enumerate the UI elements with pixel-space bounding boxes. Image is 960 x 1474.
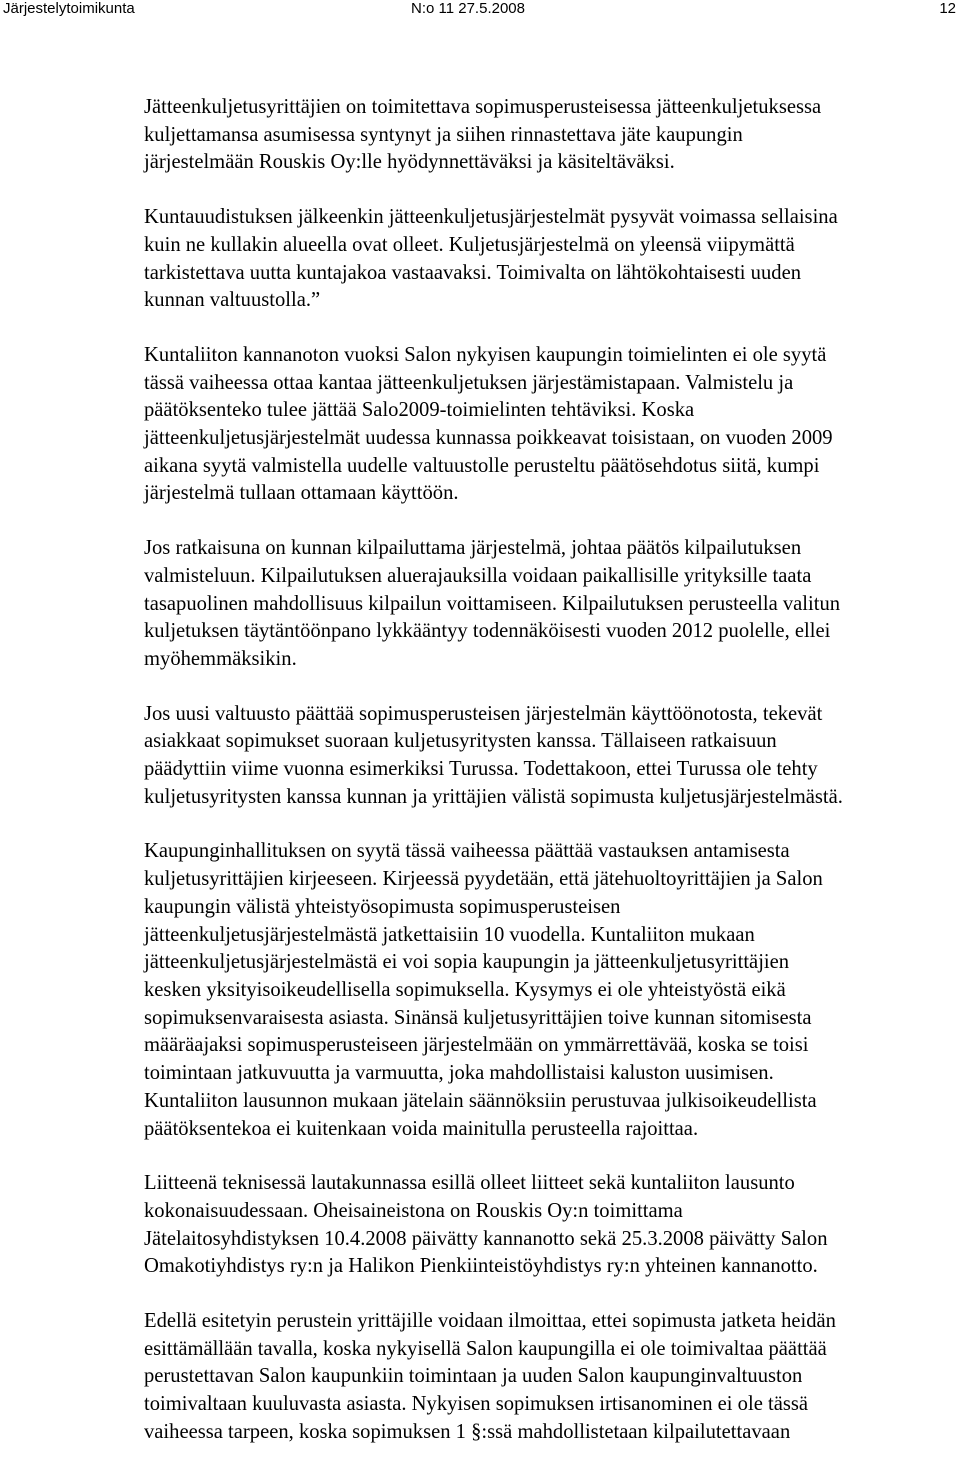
paragraph-line: myöhemmäksikin. [144, 647, 297, 670]
paragraph [144, 535, 960, 674]
paragraph-line: Omakotiyhdistys ry:n ja Halikon Pienkiinteistöyhdistys ry:n yhteinen kannanotto. [144, 1255, 818, 1278]
paragraph-line: järjestelmään Rouskis Oy:lle hyödynnettäväksi ja käsiteltäväksi. [144, 151, 675, 174]
paragraph-line: perustettavan Salon kaupunkiin toimintaan ja uuden Salon kaupunginvaltuuston [144, 1365, 803, 1388]
paragraph-line: tarkistettava uutta kuntajakoa vastaavaksi. Toimivalta on lähtökohtaisesti uuden [144, 261, 802, 284]
paragraph-line: vaiheessa tarpeen, koska sopimuksen 1 §:ssä mahdollistetaan kilpailutettavaan [144, 1420, 791, 1443]
paragraph-line: Jätelaitosyhdistyksen 10.4.2008 päivätty kannanotto sekä 25.3.2008 päivätty Salon [144, 1227, 828, 1250]
paragraph [144, 701, 960, 812]
header-page-number: 12 [939, 0, 956, 17]
paragraph-line: asiakkaat sopimukset suoraan kuljetusyritysten kanssa. Tällaiseen ratkaisuun [144, 730, 777, 753]
paragraph-line: päädyttiin viime vuonna esimerkiksi Turussa. Todettakoon, ettei Turussa ole tehty [144, 758, 818, 781]
header-meeting-number-date: N:o 11 27.5.2008 [411, 0, 525, 17]
paragraph [144, 1170, 960, 1281]
paragraph-line: Jätteenkuljetusyrittäjien on toimitettava sopimusperusteisessa jätteenkuljetuksessa [144, 96, 822, 118]
paragraph-line: tasapuolinen mahdollisuus kilpailun voittamiseen. Kilpailutuksen perusteella valitun [144, 592, 841, 615]
paragraph-line: sopimuksenvaraisesta asiasta. Sinänsä kuljetusyrittäjien toive kunnan sitomisesta [144, 1006, 812, 1029]
paragraph-line: järjestelmä tullaan ottamaan käyttöön. [144, 482, 459, 505]
paragraph-line: jätteenkuljetusjärjestelmästä jatkettaisiin 10 vuodella. Kuntaliiton mukaan [144, 923, 755, 946]
paragraph-line: valmisteluun. Kilpailutuksen aluerajauksilla voidaan paikallisille yrityksille taata [144, 564, 812, 587]
paragraph-line: määräajaksi sopimusperusteiseen järjestelmään on ymmärrettävää, koska se toisi [144, 1034, 809, 1057]
paragraph-line: Jos uusi valtuusto päättää sopimusperusteisen järjestelmän käyttöönotosta, tekevät [144, 702, 823, 725]
paragraph-line: aikana syytä valmistella uudelle valtuustolle perusteltu päätösehdotus siitä, kumpi [144, 454, 820, 477]
paragraph-line: Jos ratkaisuna on kunnan kilpailuttama järjestelmä, johtaa päätös kilpailutuksen [144, 537, 802, 560]
header-organization: Järjestelytoimikunta [3, 0, 135, 17]
paragraph [144, 838, 960, 1143]
paragraph-line: kesken yksityisoikeudellisella sopimuksella. Kysymys ei ole yhteistyöstä eikä [144, 978, 786, 1001]
document-body [144, 94, 960, 1474]
paragraph-line: Kuntaliiton lausunnon mukaan jätelain säännöksiin perustuvaa julkisoikeudellista [144, 1089, 817, 1112]
paragraph-line: Kaupunginhallituksen on syytä tässä vaiheessa päättää vastauksen antamisesta [144, 840, 790, 863]
paragraph-line: kuljettamansa asumisessa syntynyt ja siihen rinnastettava jäte kaupungin [144, 123, 743, 146]
paragraph [144, 342, 960, 508]
page-header [0, 0, 960, 22]
paragraph-line: kokonaisuudessaan. Oheisaineistona on Rouskis Oy:n toimittama [144, 1199, 683, 1222]
paragraph-line: kuljetusyrittäjien kirjeeseen. Kirjeessä pyydetään, että jätehuoltoyrittäjien ja Salon [144, 868, 823, 891]
paragraph-line: päätöksenteko tulee jättää Salo2009-toimielinten tehtäviksi. Koska [144, 399, 695, 422]
paragraph-line: Kuntauudistuksen jälkeenkin jätteenkuljetusjärjestelmät pysyvät voimassa sellaisina [144, 206, 838, 229]
paragraph-line: kunnan valtuustolla.” [144, 289, 321, 312]
paragraph-line: esittämällään tavalla, koska nykyisellä Salon kaupungilla ei ole toimivaltaa päättää [144, 1337, 827, 1360]
paragraph-line: toimivaltaan kuuluvasta asiasta. Nykyisen sopimuksen irtisanominen ei ole tässä [144, 1393, 809, 1416]
paragraph-line: Liitteenä teknisessä lautakunnassa esillä olleet liitteet sekä kuntaliiton lausunto [144, 1172, 795, 1195]
paragraph-line: Edellä esitetyin perustein yrittäjille voidaan ilmoittaa, ettei sopimusta jatketa heidän [144, 1310, 836, 1333]
paragraph-line: kuljetuksen täytäntöönpano lykkääntyy todennäköisesti vuoden 2012 puolelle, ellei [144, 620, 831, 643]
paragraph-line: päätöksentekoa ei kuitenkaan voida mainitulla perusteella rajoittaa. [144, 1117, 699, 1140]
paragraph [144, 94, 960, 177]
paragraph-line: jätteenkuljetusjärjestelmästä ei voi sopia kaupungin ja jätteenkuljetusyrittäjien [144, 951, 790, 974]
paragraph-line: kaupungin välistä yhteistyösopimusta sopimusperusteisen [144, 895, 621, 918]
paragraph-line: tässä vaiheessa ottaa kantaa jätteenkuljetuksen järjestämistapaan. Valmistelu ja [144, 371, 794, 394]
paragraph-line: toimintaan jatkuvuutta ja varmuutta, joka mahdollistaisi kaluston uusimisen. [144, 1062, 774, 1085]
paragraph [144, 1308, 960, 1447]
paragraph [144, 204, 960, 315]
paragraph-line: kuljetusyritysten kanssa kunnan ja yrittäjien välistä sopimusta kuljetusjärjestelmästä. [144, 785, 843, 808]
paragraph-line: Kuntaliiton kannanoton vuoksi Salon nykyisen kaupungin toimielinten ei ole syytä [144, 343, 827, 366]
paragraph-line: kuin ne kullakin alueella ovat olleet. Kuljetusjärjestelmä on yleensä viipymättä [144, 233, 795, 256]
paragraph-line: jätteenkuljetusjärjestelmät uudessa kunnassa poikkeavat toisistaan, on vuoden 2009 [144, 427, 833, 450]
